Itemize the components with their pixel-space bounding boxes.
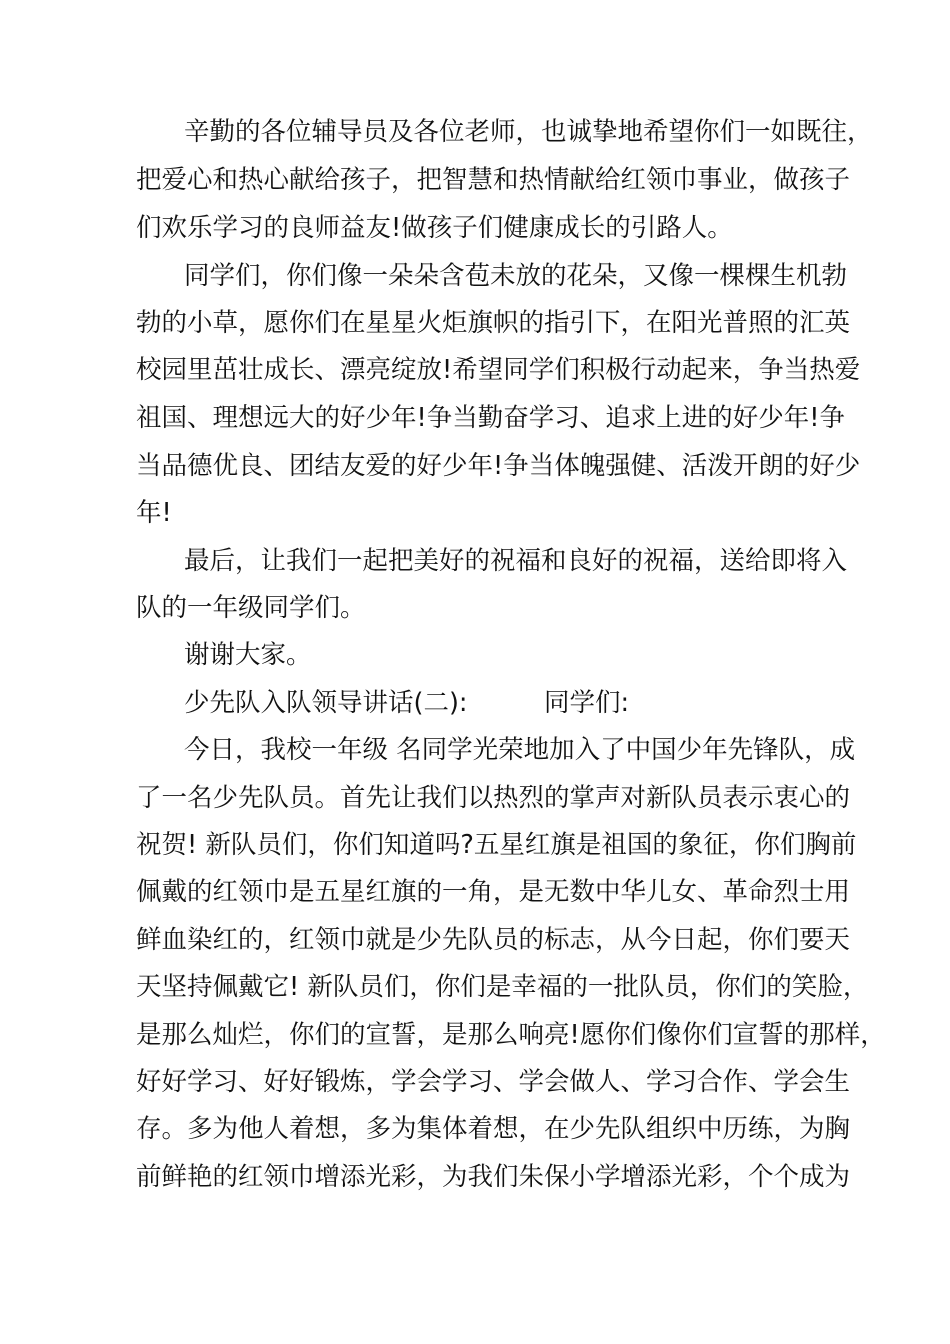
paragraph-line: 最后，让我们一起把美好的祝福和良好的祝福，送给即将入 <box>184 546 848 576</box>
paragraph-line: 今日，我校一年级 名同学光荣地加入了中国少年先锋队，成 <box>184 735 856 765</box>
paragraph-line: 天坚持佩戴它! 新队员们，你们是幸福的一批队员，你们的笑脸， <box>136 972 869 1002</box>
paragraph-line: 了一名少先队员。首先让我们以热烈的掌声对新队员表示衷心的 <box>136 783 851 813</box>
section-heading: 少先队入队领导讲话(二): 同学们: <box>184 688 630 718</box>
paragraph-line: 们欢乐学习的良师益友!做孩子们健康成长的引路人。 <box>136 213 733 243</box>
paragraph-line: 同学们，你们像一朵朵含苞未放的花朵，又像一棵棵生机勃 <box>184 261 848 291</box>
paragraph-line: 前鲜艳的红领巾增添光彩，为我们朱保小学增添光彩，个个成为 <box>136 1162 851 1192</box>
paragraph-line: 校园里茁壮成长、漂亮绽放!希望同学们积极行动起来，争当热爱 <box>136 355 861 385</box>
paragraph-line: 当品德优良、团结友爱的好少年!争当体魄强健、活泼开朗的好少 <box>136 451 861 481</box>
paragraph-line: 存。多为他人着想，多为集体着想，在少先队组织中历练，为胸 <box>136 1114 851 1144</box>
paragraph-line: 勃的小草，愿你们在星星火炬旗帜的指引下，在阳光普照的汇英 <box>136 308 851 338</box>
closing-line: 谢谢大家。 <box>184 640 312 670</box>
paragraph-line: 佩戴的红领巾是五星红旗的一角，是无数中华儿女、革命烈士用 <box>136 877 851 907</box>
paragraph-line: 鲜血染红的，红领巾就是少先队员的标志，从今日起，你们要天 <box>136 925 851 955</box>
paragraph-line: 年! <box>136 498 172 528</box>
paragraph-line: 队的一年级同学们。 <box>136 593 366 623</box>
paragraph-line: 是那么灿烂，你们的宣誓，是那么响亮!愿你们像你们宣誓的那样， <box>136 1020 886 1050</box>
paragraph-line: 祖国、理想远大的好少年!争当勤奋学习、追求上进的好少年!争 <box>136 403 845 433</box>
paragraph-line: 好好学习、好好锻炼，学会学习、学会做人、学习合作、学会生 <box>136 1067 851 1097</box>
paragraph-line: 把爱心和热心献给孩子，把智慧和热情献给红领巾事业，做孩子 <box>136 165 851 195</box>
paragraph-line: 祝贺! 新队员们，你们知道吗?五星红旗是祖国的象征，你们胸前 <box>136 830 857 860</box>
paragraph-line: 辛勤的各位辅导员及各位老师，也诚挚地希望你们一如既往， <box>184 117 873 147</box>
